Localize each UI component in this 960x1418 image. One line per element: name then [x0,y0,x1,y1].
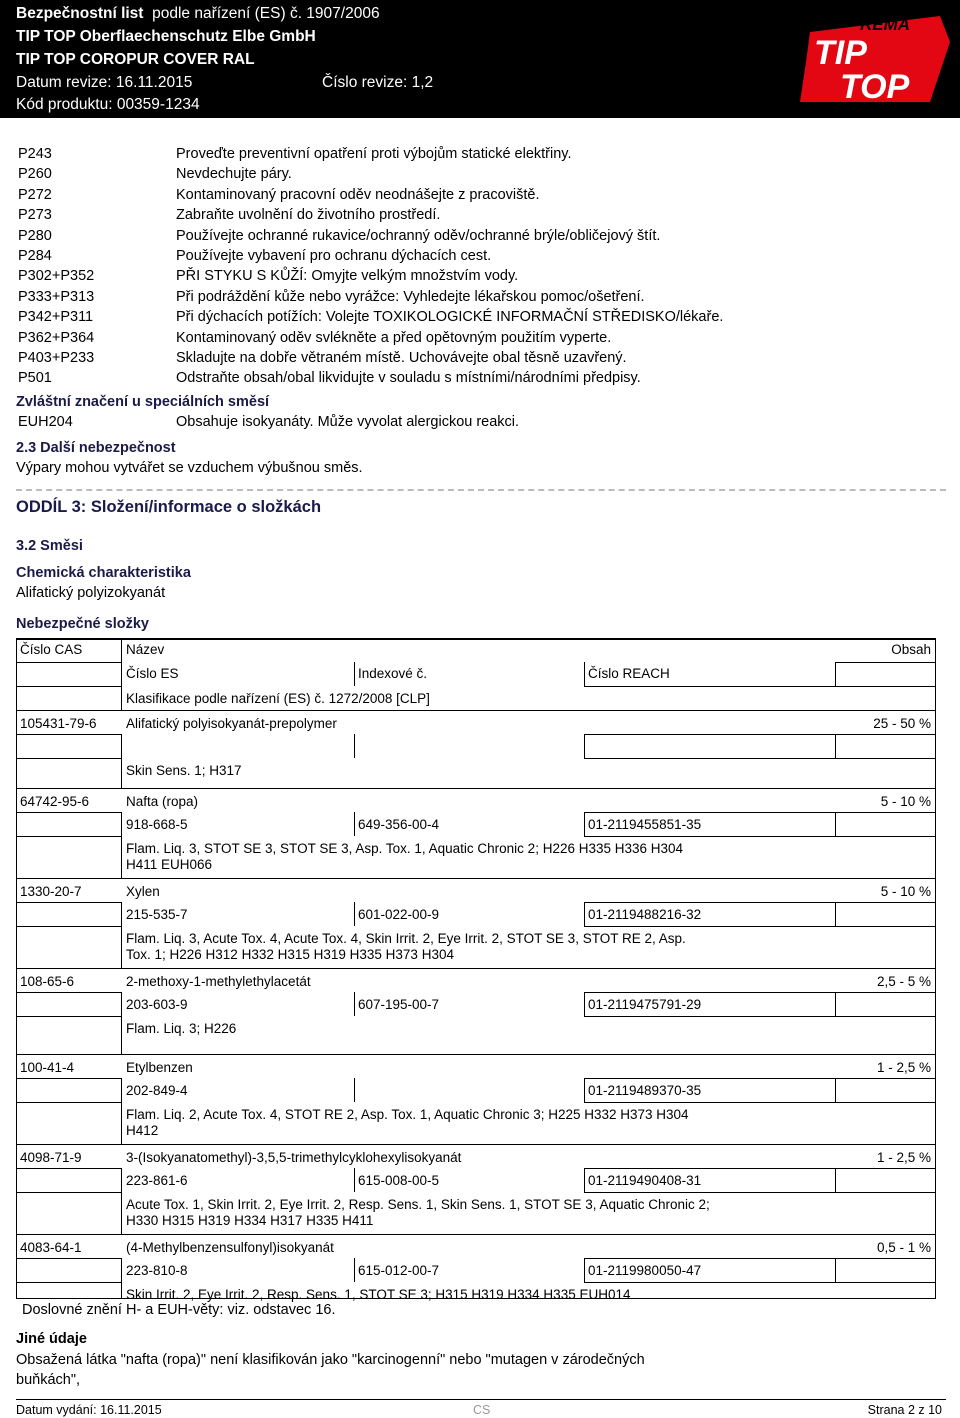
row-rule [835,812,836,836]
row-rule [17,1102,121,1103]
precaution-code: P362+P364 [18,329,95,346]
classification: Flam. Liq. 2, Acute Tox. 4, STOT RE 2, Asp. Tox. 1, Aquatic Chronic 3; H225 H332 H373 H304 [126,1107,689,1122]
classification-cont: H411 EUH066 [126,857,213,872]
precaution-text: Nevdechujte páry. [176,166,292,183]
cas-number: 100-41-4 [20,1060,75,1075]
row-rule [354,812,355,836]
h-statements-note: Doslovné znění H- a EUH-věty: viz. odstavec 16. [22,1302,336,1318]
row-rule [354,1168,355,1192]
header-rule [584,686,935,687]
row-rule [835,902,836,926]
row-rule [121,1016,122,1054]
row-rule [17,1016,121,1017]
precaution-code: P501 [18,370,52,387]
row-rule [584,1016,935,1017]
header-rule [584,662,585,686]
header-rule [17,686,121,687]
row-rule [121,1168,122,1192]
row-rule [584,1078,585,1102]
chem-heading: Chemická charakteristika [16,565,191,581]
hazardous-heading: Nebezpečné složky [16,616,149,632]
footer-rule [16,1399,946,1400]
row-rule [584,1168,585,1192]
row-rule [584,902,585,926]
header-revision-date: Datum revize: 16.11.2015 [16,74,193,91]
row-rule [584,812,935,813]
row-rule [121,1102,122,1144]
ec-number: 223-810-8 [126,1263,188,1278]
header-rule [354,662,355,686]
classification: Skin Sens. 1; H317 [126,763,242,778]
other-info-heading: Jiné údaje [16,1331,87,1347]
header-content: Obsah [891,642,931,657]
classification: Flam. Liq. 3; H226 [126,1021,237,1036]
row-rule [584,1258,585,1282]
row-rule [835,992,836,1016]
row-rule [17,734,121,735]
row-rule [584,992,585,1016]
other-hazards-heading: 2.3 Další nebezpečnost [16,440,176,456]
header-rule [121,662,122,686]
row-rule [121,902,122,926]
row-rule [354,902,355,926]
row-rule [17,1258,121,1259]
logo-rema-text: REMA [860,15,911,34]
classification-cont: H330 H315 H319 H334 H317 H335 H411 [126,1213,374,1228]
section3-title: ODDÍL 3: Složení/informace o složkách [16,498,322,516]
other-info-line1: Obsažená látka "nafta (ropa)" není klasifikován jako "karcinogenní" nebo "mutagen v zárodečných [16,1352,645,1368]
row-rule [17,758,121,759]
header-index: Indexové č. [358,666,428,681]
header-revision-number: Číslo revize: 1,2 [322,74,434,91]
header-rule [17,662,121,663]
row-rule [584,1168,935,1169]
footer-language: CS [473,1403,491,1417]
row-rule [17,710,935,711]
row-rule [584,902,935,903]
header-regulation: podle nařízení (ES) č. 1907/2006 [152,5,380,22]
row-rule [354,734,355,758]
cas-number: 64742-95-6 [20,794,90,809]
row-rule [17,992,121,993]
reach-number: 01-2119490408-31 [588,1173,702,1188]
header-product-code: Kód produktu: 00359-1234 [16,96,200,113]
row-rule [584,836,935,837]
precaution-code: P302+P352 [18,268,95,285]
precaution-text: PŘI STYKU S KŮŽÍ: Omyjte velkým množstvím vody. [176,268,519,285]
cas-number: 4098-71-9 [20,1150,82,1165]
row-rule [584,992,935,993]
row-rule [835,1258,836,1282]
row-rule [121,992,122,1016]
hazardous-components-table [16,638,936,1302]
row-rule [121,734,122,758]
ec-number: 202-849-4 [126,1083,188,1098]
footer-issue-date: Datum vydání: 16.11.2015 [16,1403,162,1417]
row-rule [17,1234,935,1235]
reach-number: 01-2119475791-29 [588,997,702,1012]
content-range: 25 - 50 % [873,716,931,731]
cas-number: 1330-20-7 [20,884,82,899]
row-rule [121,836,122,878]
row-rule [121,758,122,788]
content-range: 5 - 10 % [880,884,931,899]
precaution-code: P260 [18,166,52,183]
precaution-text: Skladujte na dobře větraném místě. Uchovávejte obal těsně uzavřený. [176,350,627,366]
row-rule [584,1102,935,1103]
substance-name: 2-methoxy-1-methylethylacetát [126,974,311,989]
precaution-text: Při dýchacích potížích: Volejte TOXIKOLOGICKÉ INFORMAČNÍ STŘEDISKO/lékaře. [176,309,724,326]
content-range: 1 - 2,5 % [876,1060,931,1075]
precaution-text: Proveďte preventivní opatření proti výbojům statické elektřiny. [176,146,572,162]
classification: Skin Irrit. 2, Eye Irrit. 2, Resp. Sens. 1, STOT SE 3; H315 H319 H334 H335 EUH014 [126,1287,631,1302]
precaution-code: P272 [18,186,52,203]
substance-name: Alifatický polyisokyanát-prepolymer [126,716,337,731]
logo-top-text: TOP [840,68,910,106]
row-rule [17,788,935,789]
precaution-code: P243 [18,146,52,162]
precaution-code: P280 [18,227,52,244]
reach-number: 01-2119455851-35 [588,817,702,832]
rema-tip-top-logo [800,2,950,110]
row-rule [17,1078,121,1079]
precaution-text: Používejte ochranné rukavice/ochranný oděv/ochranné brýle/obličejový štít. [176,227,661,244]
special-text: Obsahuje isokyanáty. Může vyvolat alergickou reakci. [176,414,520,430]
precaution-code: P284 [18,248,52,264]
row-rule [17,1144,935,1145]
footer-page: Strana 2 z 10 [867,1403,942,1417]
other-hazards-text: Výpary mohou vytvářet se vzduchem výbušnou směs. [16,460,363,476]
precaution-text: Používejte vybavení pro ochranu dýchacích cest. [176,248,492,264]
row-rule [584,1192,935,1193]
header-rule [121,686,122,710]
index-number: 649-356-00-4 [358,817,440,832]
reach-number: 01-2119489370-35 [588,1083,702,1098]
row-rule [121,1282,122,1298]
precaution-text: Zabraňte uvolnění do životního prostředí. [176,207,441,224]
classification: Acute Tox. 1, Skin Irrit. 2, Eye Irrit. 2, Resp. Sens. 1, Skin Sens. 1, STOT SE 3, Aquatic Chronic 2; [126,1197,710,1212]
table-top-border [17,638,935,640]
table-header-divider [121,640,122,662]
row-rule [584,926,935,927]
ec-number: 223-861-6 [126,1173,188,1188]
row-rule [17,1168,121,1169]
row-rule [121,926,122,968]
classification: Flam. Liq. 3, STOT SE 3, STOT SE 3, Asp. Tox. 1, Aquatic Chronic 2; H226 H335 H336 H304 [126,841,684,856]
row-rule [121,812,122,836]
header-classification: Klasifikace podle nařízení (ES) č. 1272/2008 [CLP] [126,691,430,706]
header-ec: Číslo ES [126,666,179,681]
row-rule [835,1168,836,1192]
cas-number: 4083-64-1 [20,1240,82,1255]
row-rule [835,734,836,758]
special-code: EUH204 [18,414,73,430]
row-rule [17,1192,121,1193]
row-rule [121,1192,122,1234]
row-rule [354,1078,355,1102]
row-rule [17,926,121,927]
header-rule [835,662,836,686]
logo-tip-text: TIP [814,34,867,72]
row-rule [835,1078,836,1102]
header-reach: Číslo REACH [588,666,670,681]
row-rule [17,902,121,903]
document-header [0,0,960,118]
header-cas: Číslo CAS [20,642,83,657]
precaution-text: Kontaminovaný oděv svlékněte a před opětovným použitím vyperte. [176,329,612,346]
row-rule [584,812,585,836]
substance-name: (4-Methylbenzensulfonyl)isokyanát [126,1240,334,1255]
header-product: TIP TOP COROPUR COVER RAL [16,51,255,68]
row-rule [17,878,935,879]
row-rule [121,1078,122,1102]
section-divider [16,489,946,491]
precaution-text: Kontaminovaný pracovní oděv neodnášejte z pracoviště. [176,186,540,203]
header-name: Název [126,642,165,657]
row-rule [354,992,355,1016]
row-rule [584,1078,935,1079]
precaution-text: Odstraňte obsah/obal likvidujte v souladu s místními/národními předpisy. [176,370,641,387]
ec-number: 215-535-7 [126,907,188,922]
header-title: Bezpečnostní list [16,5,144,22]
content-range: 0,5 - 1 % [876,1240,931,1255]
row-rule [584,734,935,735]
substance-name: Nafta (ropa) [126,794,199,809]
cas-number: 105431-79-6 [20,716,97,731]
row-rule [17,1054,935,1055]
row-rule [121,1258,122,1282]
row-rule [584,1258,935,1259]
precaution-code: P333+P313 [18,288,95,305]
classification: Flam. Liq. 3, Acute Tox. 4, Acute Tox. 4, Skin Irrit. 2, Eye Irrit. 2, STOT SE 3, STOT RE 2, Asp. [126,931,686,946]
row-rule [354,1258,355,1282]
precaution-code: P342+P311 [18,309,94,326]
row-rule [584,758,935,759]
ec-number: 918-668-5 [126,817,188,832]
header-title-line [16,5,380,23]
classification-cont: H412 [126,1123,159,1138]
other-info-line2: buňkách", [16,1372,80,1388]
index-number: 607-195-00-7 [358,997,440,1012]
cas-number: 108-65-6 [20,974,75,989]
header-rule [835,662,935,663]
chem-text: Alifatický polyizokyanát [16,585,166,601]
precaution-code: P273 [18,207,52,224]
row-rule [17,1282,121,1283]
special-labelling-heading: Zvláštní značení u speciálních směsí [16,394,270,410]
index-number: 615-008-00-5 [358,1173,440,1188]
classification-cont: Tox. 1; H226 H312 H332 H315 H319 H335 H373 H304 [126,947,454,962]
index-number: 601-022-00-9 [358,907,440,922]
index-number: 615-012-00-7 [358,1263,440,1278]
reach-number: 01-2119488216-32 [588,907,702,922]
content-range: 2,5 - 5 % [876,974,931,989]
row-rule [17,836,121,837]
precaution-code: P403+P233 [18,350,95,366]
precaution-text: Při podráždění kůže nebo vyrážce: Vyhledejte lékařskou pomoc/ošetření. [176,288,645,305]
row-rule [584,1282,935,1283]
section3-sub: 3.2 Směsi [16,538,83,554]
header-company: TIP TOP Oberflaechenschutz Elbe GmbH [16,28,316,45]
row-rule [584,734,585,758]
ec-number: 203-603-9 [126,997,188,1012]
content-range: 5 - 10 % [880,794,931,809]
row-rule [17,968,935,969]
row-rule [17,812,121,813]
content-range: 1 - 2,5 % [876,1150,931,1165]
substance-name: Xylen [126,884,160,899]
substance-name: Etylbenzen [126,1060,193,1075]
substance-name: 3-(Isokyanatomethyl)-3,5,5-trimethylcyklohexylisokyanát [126,1150,462,1165]
reach-number: 01-2119980050-47 [588,1263,702,1278]
